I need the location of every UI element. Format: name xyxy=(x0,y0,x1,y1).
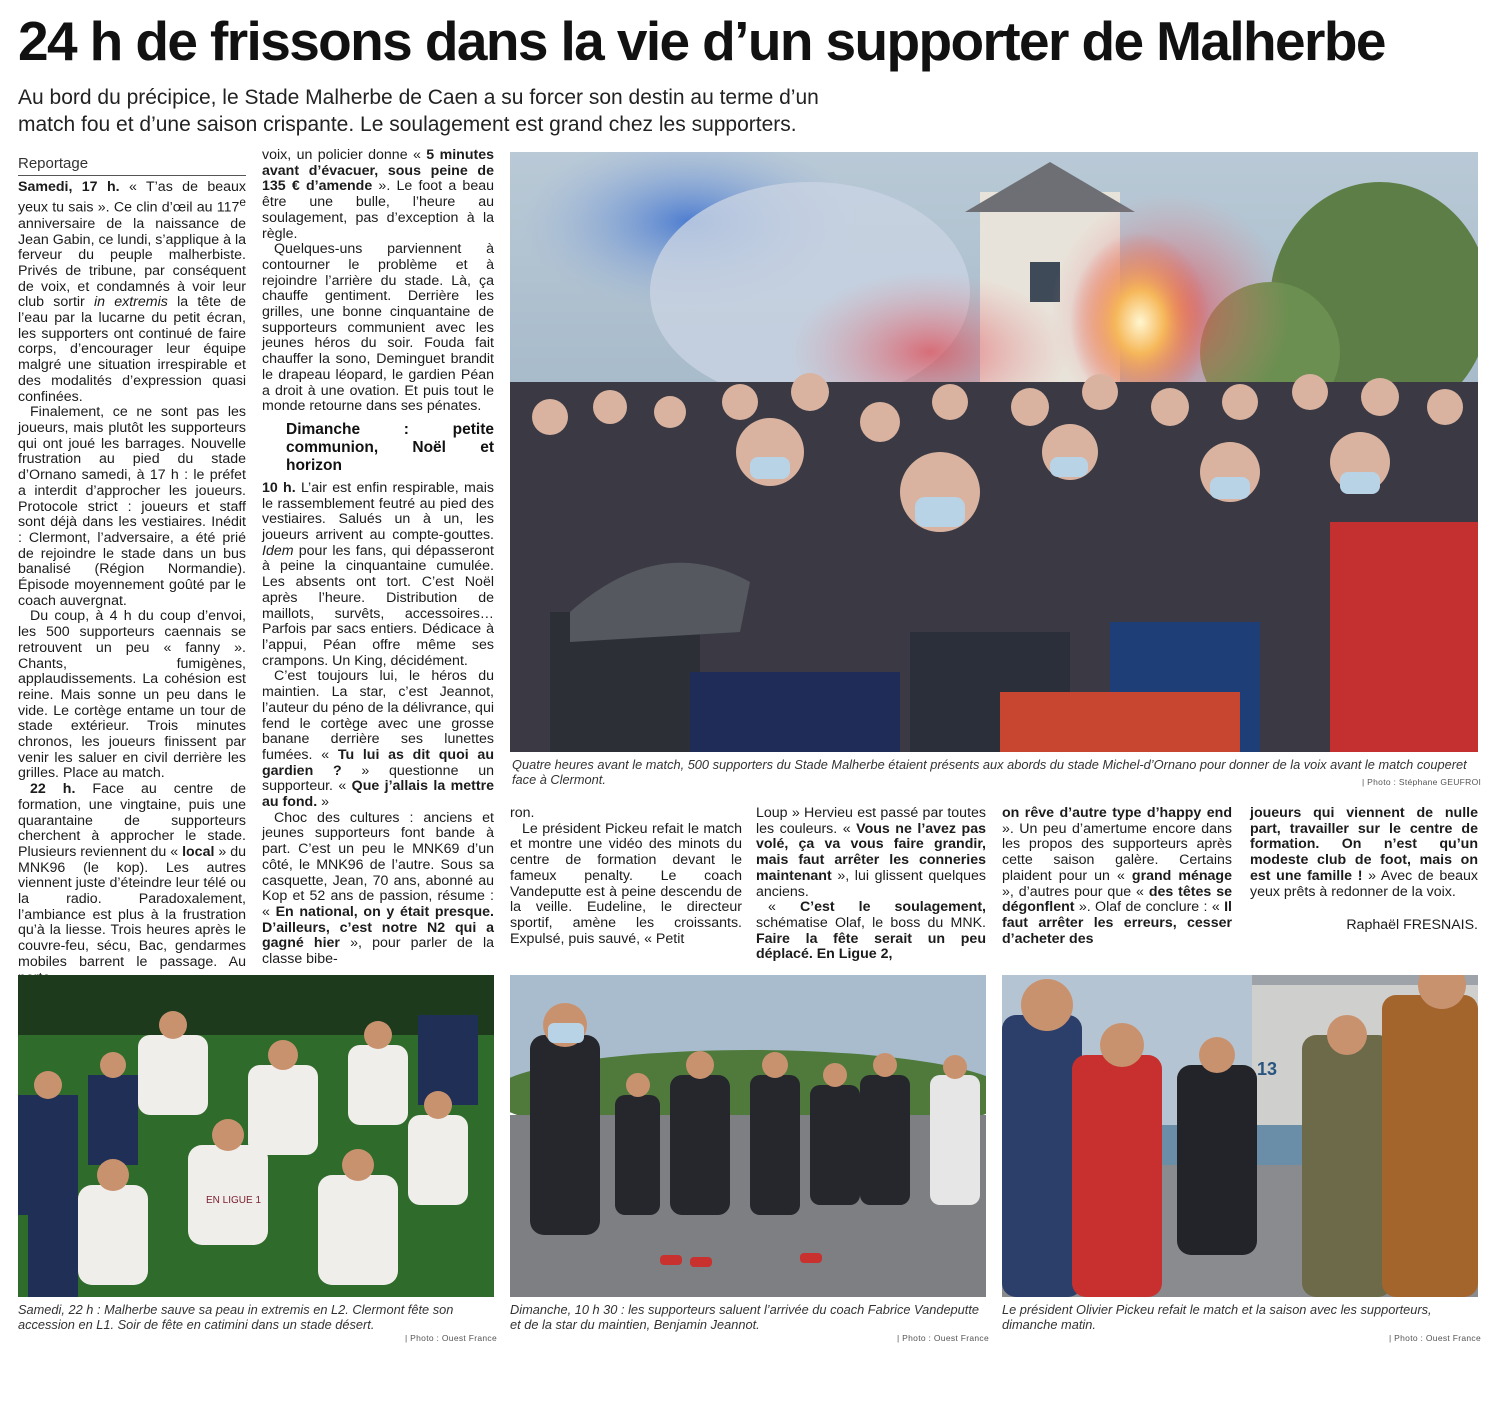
president-supporters-image xyxy=(1002,975,1478,1297)
paragraph: Du coup, à 4 h du coup d’envoi, les 500 supporteurs caennais se retrouvent un peu « fanny ». Chants, fumigènes, applaudissements. La cohésion est reine. Mais sonne un peu dans le vide. Le cortège entame un tour de stade extérieur. Trois minutes chronos, les joueurs finissent par venir les saluer en civil derrière les grilles. Place au match. xyxy=(18,608,246,782)
credit-label: Photo : xyxy=(410,1333,440,1343)
paragraph: Loup » Hervieu est passé par toutes les couleurs. « Vous ne l’avez pas volé, ça va vous faire grandir, mais faut arrêter les conneries maintenant », lui glissent quelques anciens. xyxy=(756,805,986,900)
paragraph: Samedi, 17 h. « T’as de beaux yeux tu sais ». Ce clin d’œil au 117e anniversaire de la naissance de Jean Gabin, ce lundi, s’applique à la ferveur du peuple malherbiste. Privés de tribune, par conséquent de voix, et condamnés à voir leur club sortir in extremis la tête de l’eau par la lucarne du petit écran, les supporters ont continué de faire corps, d’encourager leur équipe malgré une situation irrespirable et des modalités d’expression quasi confinées. xyxy=(18,178,246,405)
author-signature: Raphaël FRESNAIS. xyxy=(1346,917,1478,934)
kicker: Reportage xyxy=(18,156,246,176)
paragraph: 10 h. L’air est enfin respirable, mais le rassemblement feutré au pied des vestiaires. Salués un à un, les joueurs arrivent au compte-gouttes. Idem pour les fans, qui dépasseront à peine la cinquantaine cumulée. Les absents ont tort. C’est Noël après l’heure. Distribution de maillots, survêts, accessoires… Parfois par sacs entiers. Dédicace à l’appui, Péan offre même ses crampons. Un King, décidément. xyxy=(262,479,494,669)
subheading: Dimanche : petite communion, Noël et horizon xyxy=(286,420,494,474)
main-photo-credit: | Photo : Stéphane GEUFROI xyxy=(1362,777,1482,787)
photo-players-celebration xyxy=(18,975,494,1297)
photo-president-supporters xyxy=(1002,975,1478,1297)
article-column-5 xyxy=(1002,806,1232,947)
bottom-left-credit: | Photo : Ouest France xyxy=(405,1333,497,1343)
credit-label: Photo : xyxy=(1367,777,1397,787)
main-photo-caption: Quatre heures avant le match, 500 supporters du Stade Malherbe étaient présents aux abords du stade Michel-d’Ornano pour donner de la voix avant le match couperet face à Clermont. xyxy=(512,757,1467,787)
photo-coach-arrival xyxy=(510,975,986,1297)
credit-label: Photo : xyxy=(902,1333,932,1343)
paragraph: 22 h. Face au centre de formation, une vingtaine, puis une quarantaine de supporteurs cherchent à approcher le stade. Plusieurs reviennent du « local » du MNK96 (le kop). Les autres viennent juste d’éteindre leur télé ou la radio. Paradoxalement, l’ambiance est plus à la frustration qu’à la liesse. Trois heures après le couvre-feu, sécu, Bac, gendarmes mobiles barrent le passage. Au xyxy=(18,781,246,970)
paragraph: voix, un policier donne « 5 minutes avant d’évacuer, sous peine de 135 € d’amende ». Le foot a beau être une bulle, l’heure au soulagement, pas d’exception à la règle. xyxy=(262,147,494,242)
article-column-1 xyxy=(18,156,246,986)
bottom-middle-caption: Dimanche, 10 h 30 : les supporteurs saluent l’arrivée du coach Fabrice Vandeputte et de la star du maintien, Benjamin Jeannot. xyxy=(510,1302,980,1332)
paragraph: joueurs qui viennent de nulle part, travailler sur le centre de formation. On n’est qu’un modeste club de foot, mais on est une famille ! » Avec de beaux yeux prêts à redonner de la voix. xyxy=(1250,805,1478,900)
paragraph: Le président Pickeu refait le match et montre une vidéo des minots du centre de formation devant le fameux penalty. Le coach Vandeputte est à peine descendu de la veille. Eudeline, le directeur sportif, amène les croissants. Expulsé, puis sauvé, « Petit xyxy=(510,820,742,947)
players-celebration-image xyxy=(18,975,494,1297)
paragraph: Quelques-uns parviennent à contourner le problème et à rejoindre l’arrière du stade. Là, ça chauffe gentiment. Derrière les grilles, une bonne cinquantaine de supporteurs communient avec les jeunes héros du soir. Fouda fait chauffer la sono, Deminguet brandit le drapeau léopard, le gardien Péan a droit à une ovation. Et puis tout le monde retourne dans ses pénates. xyxy=(262,241,494,415)
article-column-3 xyxy=(510,806,742,947)
standfirst: Au bord du précipice, le Stade Malherbe de Caen a su forcer son destin au terme d’un match fou et d’une saison crispante. Le soulagement est grand chez les supporters. xyxy=(18,86,819,136)
shirt-text: EN LIGUE 1 xyxy=(206,1195,262,1206)
credit-name: Ouest France xyxy=(441,1333,497,1343)
paragraph: Choc des cultures : anciens et jeunes supporteurs font bande à part. C’est un peu le MNK69 d’un côté, le MNK96 de l’autre. Sous sa casquette, Jean, 70 ans, abonné au Kop et 52 ans de passion, résume : « En national, on y était presque. D’ailleurs, c’est notre N2 qui a gagné hier », pour parler de la classe bibe- xyxy=(262,809,494,968)
article-column-4 xyxy=(756,806,986,963)
paragraph: « C’est le soulagement, schématise Olaf, le boss du MNK. Faire la fête serait un peu déplacé. En Ligue 2, xyxy=(756,899,986,963)
coach-arrival-image xyxy=(510,975,986,1297)
credit-name: Ouest France xyxy=(1425,1333,1481,1343)
paragraph: Finalement, ce ne sont pas les joueurs, mais plutôt les supporteurs qui ont joué les barrages. Nouvelle frustration au pied du stade d’Ornano samedi, à 17 h : le préfet a interdit d’approcher les joueurs. Protocole strict : joueurs et staff sont déjà dans les vestiaires. Inédit : Clermont, l’adversaire, a été prié de rejoindre le stade dans un bus banalisé (Région Normandie). Épisode moyennement goûté par le coach auvergnat. xyxy=(18,404,246,609)
paragraph: C’est toujours lui, le héros du maintien. La star, c’est Jeannot, l’auteur du péno de la délivrance, qui fend le cortège avec une grosse banane derrière ses lunettes fumées. « Tu lui as dit quoi au gardien ? » questionne un supporteur. « Que j’allais la mettre au fond. » xyxy=(262,668,494,811)
bottom-right-credit: | Photo : Ouest France xyxy=(1389,1333,1481,1343)
headline: 24 h de frissons dans la vie d’un supporter de Malherbe xyxy=(18,10,1385,72)
article-column-6 xyxy=(1250,806,1478,934)
credit-name: Ouest France xyxy=(933,1333,989,1343)
paragraph: on rêve d’autre type d’happy end ». Un peu d’amertume encore dans les propos des supporteurs après cette saison galère. Certains plaident pour un « grand ménage », d’autres pour que « des têtes se dégonflent ». Olaf de conclure : « Il faut arrêter les erreurs, cesser d’acheter des xyxy=(1002,805,1232,947)
paragraph: ron. xyxy=(510,805,535,821)
article-column-2 xyxy=(262,148,494,968)
gate-number: 13 xyxy=(1257,1059,1278,1079)
bottom-left-caption: Samedi, 22 h : Malherbe sauve sa peau in extremis en L2. Clermont fête son accession en L1. Soir de fête en catimini dans un stade désert. xyxy=(18,1302,454,1332)
bottom-right-caption: Le président Olivier Pickeu refait le match et la saison avec les supporteurs, dimanche matin. xyxy=(1002,1302,1432,1332)
credit-name: Stéphane GEUFROI xyxy=(1398,777,1482,787)
supporters-crowd-image xyxy=(510,152,1478,752)
bottom-middle-credit: | Photo : Ouest France xyxy=(897,1333,989,1343)
main-photo-supporters-flares xyxy=(510,152,1478,752)
credit-label: Photo : xyxy=(1394,1333,1424,1343)
